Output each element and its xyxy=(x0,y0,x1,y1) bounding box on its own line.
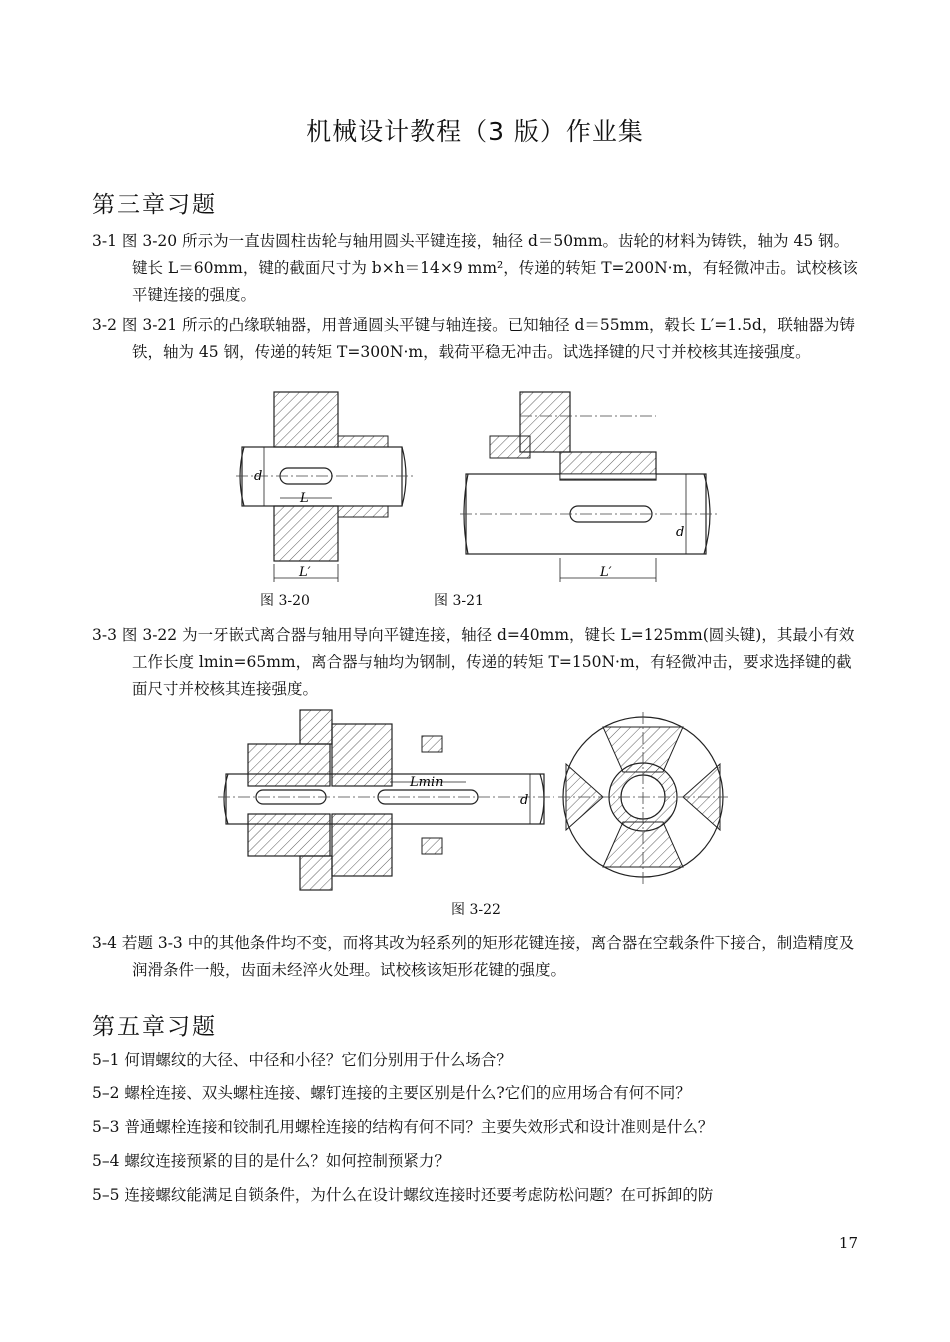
figure-3-20-drawing xyxy=(236,386,416,586)
label-d: d xyxy=(676,525,685,540)
label-Lmin: Lmin xyxy=(410,775,444,790)
figure-3-21-caption: 图 3-21 xyxy=(434,593,484,609)
problem-5-5 xyxy=(92,1183,713,1205)
problem-3-4 xyxy=(92,930,862,984)
label-L: L xyxy=(300,491,309,506)
problem-5-2 xyxy=(92,1081,691,1103)
problem-text: 螺纹连接预紧的目的是什么？如何控制预紧力？ xyxy=(124,1152,450,1170)
problem-text: 何谓螺纹的大径、中径和小径？它们分别用于什么场合？ xyxy=(124,1051,512,1069)
problem-text: 螺栓连接、双头螺柱连接、螺钉连接的主要区别是什么?它们的应用场合有何不同？ xyxy=(124,1084,691,1102)
chapter-5-heading: 第五章习题 xyxy=(92,1014,217,1040)
problem-number: 5–4 xyxy=(92,1152,120,1170)
problem-5-3 xyxy=(92,1115,713,1137)
problem-3-2 xyxy=(92,312,862,366)
problem-number: 3-2 xyxy=(92,316,117,334)
problem-5-1 xyxy=(92,1048,512,1070)
problem-text: 若题 3-3 中的其他条件均不变，而将其改为轻系列的矩形花键连接，离合器在空载条件下接合，制造精度及润滑条件一般，齿面未经淬火处理。试校核该矩形花键的强度。 xyxy=(121,934,855,979)
figure-3-22-drawing xyxy=(218,694,728,894)
figure-3-21-drawing xyxy=(460,386,720,586)
problem-number: 3-3 xyxy=(92,626,117,644)
problem-text: 图 3-20 所示为一直齿圆柱齿轮与轴用圆头平键连接，轴径 d＝50mm。齿轮的材料为铸铁，轴为 45 钢。键长 L＝60mm，键的截面尺寸为 b×h＝14×9 mm²，传递的转矩 T=200N·m，有轻微冲击。试校核该平键连接的强度。 xyxy=(121,232,858,304)
gear-hub-top xyxy=(274,392,338,447)
problem-number: 5–3 xyxy=(92,1118,120,1136)
problem-3-1 xyxy=(92,228,862,309)
problem-number: 3-4 xyxy=(92,934,117,952)
problem-5-4 xyxy=(92,1149,450,1171)
figure-3-22-caption: 图 3-22 xyxy=(451,902,501,918)
problem-text: 普通螺栓连接和铰制孔用螺栓连接的结构有何不同？主要失效形式和设计准则是什么？ xyxy=(124,1118,714,1136)
problem-number: 5–2 xyxy=(92,1084,120,1102)
page-number: 17 xyxy=(838,1234,858,1252)
label-Lprime: L′ xyxy=(600,565,612,580)
figure-3-20-caption: 图 3-20 xyxy=(260,593,310,609)
problem-text: 连接螺纹能满足自锁条件，为什么在设计螺纹连接时还要考虑防松问题？在可拆卸的防 xyxy=(124,1186,714,1204)
problem-number: 3-1 xyxy=(92,232,117,250)
problem-3-3 xyxy=(92,622,862,703)
label-d: d xyxy=(254,469,263,484)
problem-text: 图 3-21 所示的凸缘联轴器，用普通圆头平键与轴连接。已知轴径 d＝55mm，毂长 L′=1.5d，联轴器为铸铁，轴为 45 钢，传递的转矩 T=300N·m，载荷平稳无冲击。试选择键的尺寸并校核其连接强度。 xyxy=(121,316,855,361)
problem-text: 图 3-22 为一牙嵌式离合器与轴用导向平键连接，轴径 d=40mm，键长 L=125mm(圆头键)，其最小有效工作长度 lmin=65mm，离合器与轴均为钢制，传递的转矩 T=150N·m，有轻微冲击，要求选择键的截面尺寸并校核其连接强度。 xyxy=(121,626,855,698)
page-title: 机械设计教程（3 版）作业集 xyxy=(306,117,644,146)
problem-number: 5–5 xyxy=(92,1186,120,1204)
label-Lprime: L′ xyxy=(299,565,311,580)
chapter-3-heading: 第三章习题 xyxy=(92,192,217,218)
problem-number: 5–1 xyxy=(92,1051,120,1069)
label-d: d xyxy=(520,793,529,808)
gear-hub-bottom xyxy=(274,506,338,561)
